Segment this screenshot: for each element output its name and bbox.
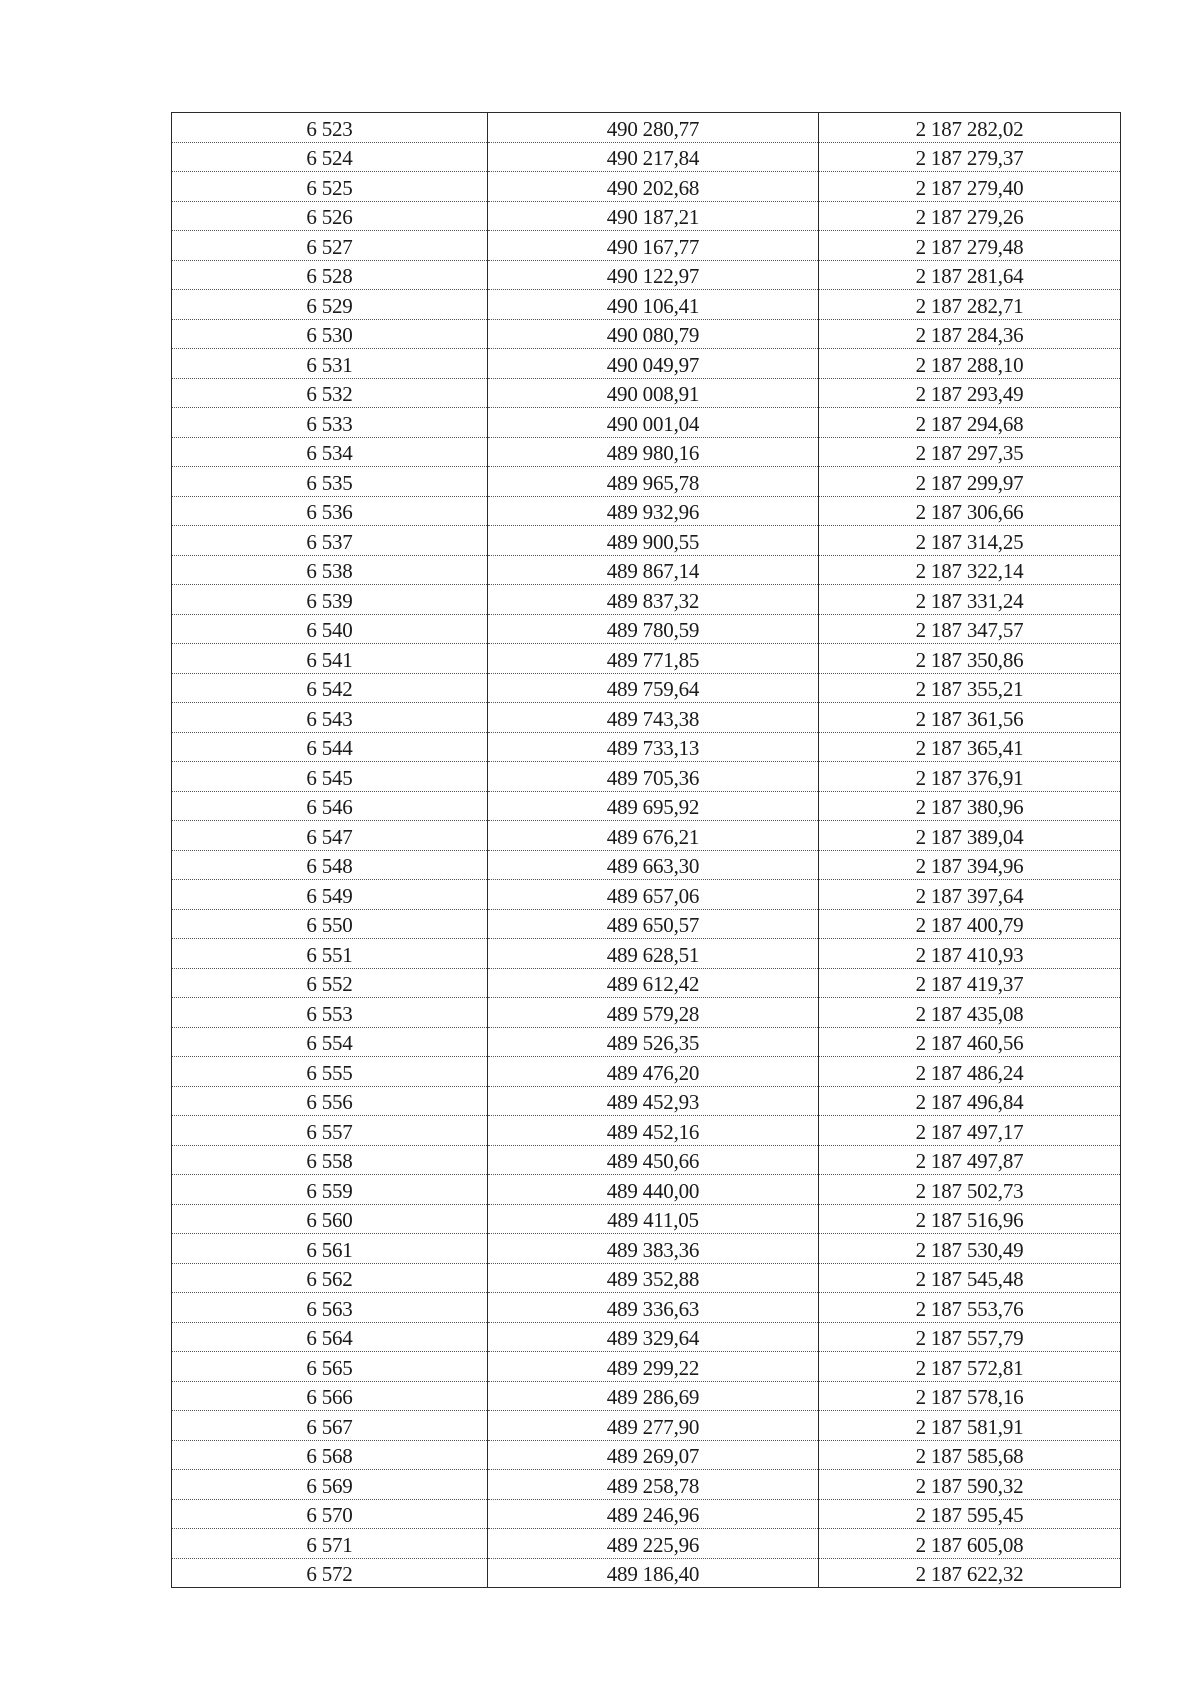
table-row (172, 231, 1121, 261)
point-number-cell: 6 527 (172, 231, 488, 261)
x-coordinate-cell: 489 452,16 (488, 1116, 819, 1146)
x-coordinate-cell: 489 450,66 (488, 1145, 819, 1175)
y-coordinate-cell: 2 187 486,24 (819, 1057, 1121, 1087)
point-number-cell: 6 528 (172, 260, 488, 290)
x-coordinate-cell: 489 476,20 (488, 1057, 819, 1087)
x-coordinate-cell: 489 383,36 (488, 1234, 819, 1264)
point-number-cell: 6 562 (172, 1263, 488, 1293)
table-row (172, 1145, 1121, 1175)
point-number-cell: 6 543 (172, 703, 488, 733)
y-coordinate-cell: 2 187 557,79 (819, 1322, 1121, 1352)
y-coordinate-cell: 2 187 331,24 (819, 585, 1121, 615)
x-coordinate-cell: 489 186,40 (488, 1558, 819, 1588)
x-coordinate-cell: 489 452,93 (488, 1086, 819, 1116)
y-coordinate-cell: 2 187 553,76 (819, 1293, 1121, 1323)
point-number-cell: 6 532 (172, 378, 488, 408)
point-number-cell: 6 560 (172, 1204, 488, 1234)
table-row (172, 1322, 1121, 1352)
table-row (172, 1499, 1121, 1529)
table-row (172, 1558, 1121, 1588)
point-number-cell: 6 545 (172, 762, 488, 792)
point-number-cell: 6 570 (172, 1499, 488, 1529)
point-number-cell: 6 526 (172, 201, 488, 231)
point-number-cell: 6 572 (172, 1558, 488, 1588)
point-number-cell: 6 537 (172, 526, 488, 556)
point-number-cell: 6 523 (172, 113, 488, 143)
x-coordinate-cell: 489 733,13 (488, 732, 819, 762)
x-coordinate-cell: 490 049,97 (488, 349, 819, 379)
y-coordinate-cell: 2 187 355,21 (819, 673, 1121, 703)
y-coordinate-cell: 2 187 497,17 (819, 1116, 1121, 1146)
x-coordinate-cell: 489 612,42 (488, 968, 819, 998)
point-number-cell: 6 551 (172, 939, 488, 969)
point-number-cell: 6 538 (172, 555, 488, 585)
y-coordinate-cell: 2 187 279,48 (819, 231, 1121, 261)
table-row (172, 1116, 1121, 1146)
table-row (172, 408, 1121, 438)
table-row (172, 260, 1121, 290)
point-number-cell: 6 568 (172, 1440, 488, 1470)
table-row (172, 732, 1121, 762)
y-coordinate-cell: 2 187 380,96 (819, 791, 1121, 821)
x-coordinate-cell: 489 650,57 (488, 909, 819, 939)
point-number-cell: 6 535 (172, 467, 488, 497)
table-row (172, 1175, 1121, 1205)
x-coordinate-cell: 490 080,79 (488, 319, 819, 349)
y-coordinate-cell: 2 187 279,26 (819, 201, 1121, 231)
y-coordinate-cell: 2 187 376,91 (819, 762, 1121, 792)
point-number-cell: 6 531 (172, 349, 488, 379)
x-coordinate-cell: 489 269,07 (488, 1440, 819, 1470)
table-row (172, 1411, 1121, 1441)
table-row (172, 349, 1121, 379)
x-coordinate-cell: 489 676,21 (488, 821, 819, 851)
y-coordinate-cell: 2 187 496,84 (819, 1086, 1121, 1116)
y-coordinate-cell: 2 187 279,40 (819, 172, 1121, 202)
table-row (172, 1204, 1121, 1234)
point-number-cell: 6 549 (172, 880, 488, 910)
point-number-cell: 6 569 (172, 1470, 488, 1500)
table-row (172, 939, 1121, 969)
y-coordinate-cell: 2 187 299,97 (819, 467, 1121, 497)
point-number-cell: 6 561 (172, 1234, 488, 1264)
table-row (172, 555, 1121, 585)
table-row (172, 762, 1121, 792)
y-coordinate-cell: 2 187 347,57 (819, 614, 1121, 644)
point-number-cell: 6 541 (172, 644, 488, 674)
table-row (172, 1381, 1121, 1411)
table-row (172, 1470, 1121, 1500)
y-coordinate-cell: 2 187 460,56 (819, 1027, 1121, 1057)
x-coordinate-cell: 489 277,90 (488, 1411, 819, 1441)
x-coordinate-cell: 489 965,78 (488, 467, 819, 497)
x-coordinate-cell: 489 299,22 (488, 1352, 819, 1382)
point-number-cell: 6 567 (172, 1411, 488, 1441)
table-row (172, 1057, 1121, 1087)
x-coordinate-cell: 489 246,96 (488, 1499, 819, 1529)
point-number-cell: 6 563 (172, 1293, 488, 1323)
table-row (172, 968, 1121, 998)
table-row (172, 1440, 1121, 1470)
x-coordinate-cell: 489 759,64 (488, 673, 819, 703)
point-number-cell: 6 552 (172, 968, 488, 998)
table-row (172, 1086, 1121, 1116)
x-coordinate-cell: 489 329,64 (488, 1322, 819, 1352)
x-coordinate-cell: 489 225,96 (488, 1529, 819, 1559)
y-coordinate-cell: 2 187 545,48 (819, 1263, 1121, 1293)
table-row (172, 791, 1121, 821)
y-coordinate-cell: 2 187 435,08 (819, 998, 1121, 1028)
coordinates-table (171, 112, 1121, 1588)
y-coordinate-cell: 2 187 410,93 (819, 939, 1121, 969)
y-coordinate-cell: 2 187 350,86 (819, 644, 1121, 674)
x-coordinate-cell: 489 705,36 (488, 762, 819, 792)
table-row (172, 998, 1121, 1028)
point-number-cell: 6 559 (172, 1175, 488, 1205)
y-coordinate-cell: 2 187 590,32 (819, 1470, 1121, 1500)
point-number-cell: 6 539 (172, 585, 488, 615)
x-coordinate-cell: 489 900,55 (488, 526, 819, 556)
x-coordinate-cell: 490 280,77 (488, 113, 819, 143)
y-coordinate-cell: 2 187 516,96 (819, 1204, 1121, 1234)
x-coordinate-cell: 489 743,38 (488, 703, 819, 733)
table-row (172, 673, 1121, 703)
y-coordinate-cell: 2 187 585,68 (819, 1440, 1121, 1470)
table-row (172, 1263, 1121, 1293)
y-coordinate-cell: 2 187 497,87 (819, 1145, 1121, 1175)
y-coordinate-cell: 2 187 578,16 (819, 1381, 1121, 1411)
y-coordinate-cell: 2 187 284,36 (819, 319, 1121, 349)
x-coordinate-cell: 489 780,59 (488, 614, 819, 644)
point-number-cell: 6 536 (172, 496, 488, 526)
point-number-cell: 6 565 (172, 1352, 488, 1382)
table-row (172, 113, 1121, 143)
table-row (172, 703, 1121, 733)
point-number-cell: 6 557 (172, 1116, 488, 1146)
y-coordinate-cell: 2 187 502,73 (819, 1175, 1121, 1205)
table-row (172, 201, 1121, 231)
point-number-cell: 6 542 (172, 673, 488, 703)
point-number-cell: 6 566 (172, 1381, 488, 1411)
y-coordinate-cell: 2 187 282,02 (819, 113, 1121, 143)
y-coordinate-cell: 2 187 394,96 (819, 850, 1121, 880)
y-coordinate-cell: 2 187 400,79 (819, 909, 1121, 939)
table-row (172, 1234, 1121, 1264)
table-row (172, 850, 1121, 880)
point-number-cell: 6 555 (172, 1057, 488, 1087)
table-row (172, 585, 1121, 615)
table-row (172, 526, 1121, 556)
x-coordinate-cell: 490 008,91 (488, 378, 819, 408)
y-coordinate-cell: 2 187 397,64 (819, 880, 1121, 910)
point-number-cell: 6 547 (172, 821, 488, 851)
y-coordinate-cell: 2 187 279,37 (819, 142, 1121, 172)
x-coordinate-cell: 489 980,16 (488, 437, 819, 467)
x-coordinate-cell: 489 628,51 (488, 939, 819, 969)
y-coordinate-cell: 2 187 281,64 (819, 260, 1121, 290)
table-row (172, 319, 1121, 349)
y-coordinate-cell: 2 187 314,25 (819, 526, 1121, 556)
table-row (172, 1529, 1121, 1559)
x-coordinate-cell: 489 336,63 (488, 1293, 819, 1323)
x-coordinate-cell: 489 579,28 (488, 998, 819, 1028)
table-row (172, 821, 1121, 851)
point-number-cell: 6 529 (172, 290, 488, 320)
table-row (172, 1293, 1121, 1323)
table-row (172, 1352, 1121, 1382)
y-coordinate-cell: 2 187 605,08 (819, 1529, 1121, 1559)
y-coordinate-cell: 2 187 294,68 (819, 408, 1121, 438)
point-number-cell: 6 558 (172, 1145, 488, 1175)
x-coordinate-cell: 489 657,06 (488, 880, 819, 910)
point-number-cell: 6 564 (172, 1322, 488, 1352)
y-coordinate-cell: 2 187 297,35 (819, 437, 1121, 467)
y-coordinate-cell: 2 187 419,37 (819, 968, 1121, 998)
y-coordinate-cell: 2 187 322,14 (819, 555, 1121, 585)
x-coordinate-cell: 489 932,96 (488, 496, 819, 526)
table-row (172, 496, 1121, 526)
point-number-cell: 6 556 (172, 1086, 488, 1116)
x-coordinate-cell: 490 001,04 (488, 408, 819, 438)
x-coordinate-cell: 489 258,78 (488, 1470, 819, 1500)
x-coordinate-cell: 489 352,88 (488, 1263, 819, 1293)
point-number-cell: 6 553 (172, 998, 488, 1028)
x-coordinate-cell: 489 526,35 (488, 1027, 819, 1057)
point-number-cell: 6 540 (172, 614, 488, 644)
x-coordinate-cell: 489 663,30 (488, 850, 819, 880)
x-coordinate-cell: 490 217,84 (488, 142, 819, 172)
y-coordinate-cell: 2 187 389,04 (819, 821, 1121, 851)
table-row (172, 467, 1121, 497)
point-number-cell: 6 525 (172, 172, 488, 202)
x-coordinate-cell: 490 122,97 (488, 260, 819, 290)
y-coordinate-cell: 2 187 282,71 (819, 290, 1121, 320)
x-coordinate-cell: 489 695,92 (488, 791, 819, 821)
point-number-cell: 6 550 (172, 909, 488, 939)
x-coordinate-cell: 490 202,68 (488, 172, 819, 202)
y-coordinate-cell: 2 187 306,66 (819, 496, 1121, 526)
table-row (172, 880, 1121, 910)
x-coordinate-cell: 489 837,32 (488, 585, 819, 615)
table-row (172, 614, 1121, 644)
x-coordinate-cell: 490 106,41 (488, 290, 819, 320)
coordinates-table-body (172, 113, 1121, 1588)
table-row (172, 644, 1121, 674)
table-row (172, 437, 1121, 467)
y-coordinate-cell: 2 187 288,10 (819, 349, 1121, 379)
point-number-cell: 6 530 (172, 319, 488, 349)
y-coordinate-cell: 2 187 581,91 (819, 1411, 1121, 1441)
y-coordinate-cell: 2 187 361,56 (819, 703, 1121, 733)
table-row (172, 909, 1121, 939)
table-row (172, 142, 1121, 172)
point-number-cell: 6 533 (172, 408, 488, 438)
point-number-cell: 6 548 (172, 850, 488, 880)
point-number-cell: 6 534 (172, 437, 488, 467)
x-coordinate-cell: 489 411,05 (488, 1204, 819, 1234)
x-coordinate-cell: 490 167,77 (488, 231, 819, 261)
x-coordinate-cell: 490 187,21 (488, 201, 819, 231)
point-number-cell: 6 524 (172, 142, 488, 172)
y-coordinate-cell: 2 187 530,49 (819, 1234, 1121, 1264)
table-row (172, 1027, 1121, 1057)
x-coordinate-cell: 489 867,14 (488, 555, 819, 585)
point-number-cell: 6 571 (172, 1529, 488, 1559)
x-coordinate-cell: 489 771,85 (488, 644, 819, 674)
table-row (172, 290, 1121, 320)
point-number-cell: 6 544 (172, 732, 488, 762)
table-row (172, 172, 1121, 202)
x-coordinate-cell: 489 440,00 (488, 1175, 819, 1205)
y-coordinate-cell: 2 187 293,49 (819, 378, 1121, 408)
y-coordinate-cell: 2 187 572,81 (819, 1352, 1121, 1382)
y-coordinate-cell: 2 187 595,45 (819, 1499, 1121, 1529)
point-number-cell: 6 554 (172, 1027, 488, 1057)
point-number-cell: 6 546 (172, 791, 488, 821)
y-coordinate-cell: 2 187 365,41 (819, 732, 1121, 762)
y-coordinate-cell: 2 187 622,32 (819, 1558, 1121, 1588)
x-coordinate-cell: 489 286,69 (488, 1381, 819, 1411)
table-row (172, 378, 1121, 408)
